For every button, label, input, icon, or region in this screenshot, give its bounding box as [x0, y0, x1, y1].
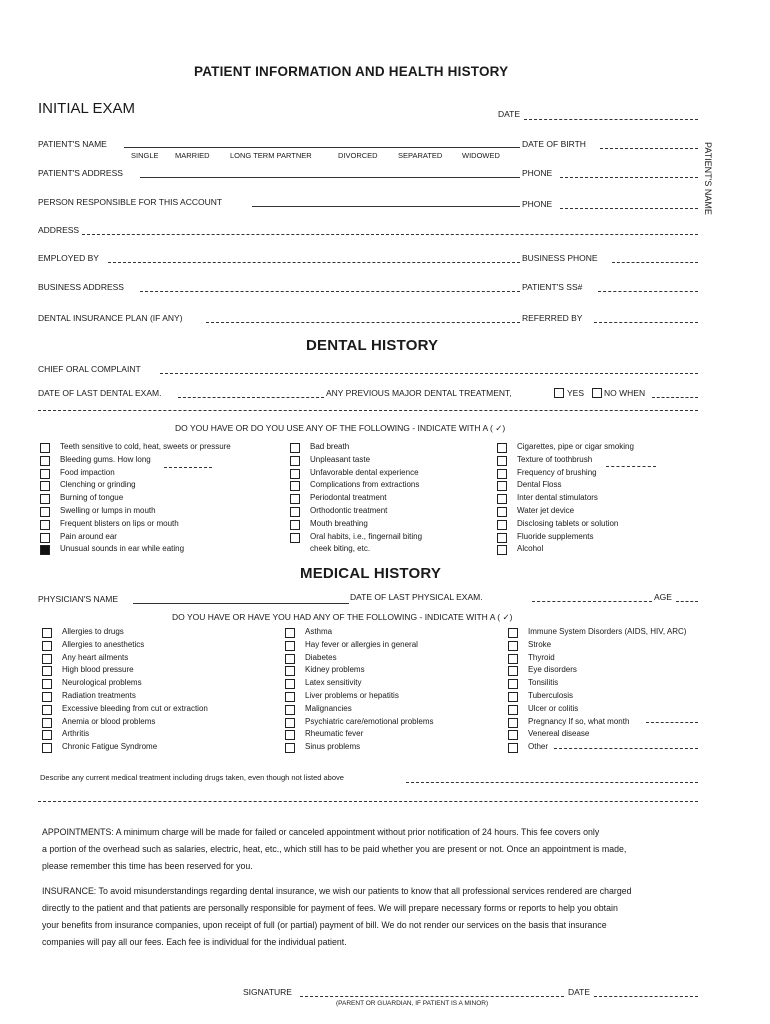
condition-label: Bleeding gums. How long: [60, 454, 151, 464]
major-treatment-no-checkbox[interactable]: [592, 388, 602, 398]
initial-exam-label: INITIAL EXAM: [38, 100, 135, 117]
condition-checkbox[interactable]: [40, 469, 50, 479]
condition-label: Eye disorders: [528, 665, 577, 675]
phone2-field[interactable]: [560, 208, 698, 209]
dob-label: DATE OF BIRTH: [522, 139, 586, 149]
person-responsible-field[interactable]: [252, 206, 520, 207]
condition-checkbox[interactable]: [285, 679, 295, 689]
status-single[interactable]: SINGLE: [131, 151, 159, 160]
condition-label: Neurological problems: [62, 678, 142, 688]
last-physical-field[interactable]: [532, 601, 652, 602]
condition-label: Any heart ailments: [62, 652, 129, 662]
condition-label: Teeth sensitive to cold, heat, sweets or pressure: [60, 442, 231, 451]
condition-checkbox[interactable]: [42, 679, 52, 689]
employed-by-field[interactable]: [108, 262, 520, 263]
no-when-label: NO WHEN: [604, 388, 646, 398]
chief-complaint-label: CHIEF ORAL COMPLAINT: [38, 364, 141, 374]
condition-checkbox[interactable]: [290, 533, 300, 543]
condition-checkbox[interactable]: [497, 545, 507, 555]
insurance-line: your benefits from insurance companies, upon receipt of full (or partial) payment of bill. We do not render our services on the basis that insurance: [42, 920, 607, 930]
condition-label: Liver problems or hepatitis: [305, 691, 399, 700]
no-when-field[interactable]: [652, 397, 698, 398]
insurance-line: directly to the patient and that patients are personally responsible for payment of fees. We will prepare necessary forms or reports to help you obtain: [42, 903, 618, 913]
condition-label: Immune System Disorders (AIDS, HIV, ARC): [528, 627, 687, 636]
patient-name-field[interactable]: [124, 147, 520, 148]
patient-ss-label: PATIENT'S SS#: [522, 282, 583, 292]
condition-label: Venereal disease: [528, 729, 590, 739]
condition-label: Thyroid: [528, 652, 555, 662]
condition-checkbox[interactable]: [497, 481, 507, 491]
dental-insurance-field[interactable]: [206, 322, 520, 323]
last-dental-exam-field[interactable]: [178, 397, 324, 398]
condition-label: Unusual sounds in ear while eating: [60, 544, 185, 554]
condition-checkbox[interactable]: [40, 481, 50, 491]
patient-ss-field[interactable]: [598, 291, 698, 292]
condition-checkbox[interactable]: [497, 533, 507, 543]
dental-question: DO YOU HAVE OR DO YOU USE ANY OF THE FOLLOWING - INDICATE WITH A ( ✓): [175, 423, 506, 433]
referred-by-field[interactable]: [594, 322, 698, 323]
condition-label: Unfavorable dental experience: [310, 467, 419, 477]
signature-field[interactable]: [300, 996, 564, 997]
condition-checkbox[interactable]: [285, 730, 295, 740]
condition-checkbox[interactable]: [497, 469, 507, 479]
status-married[interactable]: MARRIED: [175, 151, 210, 160]
condition-label: Water jet device: [517, 506, 575, 515]
condition-label: Complications from extractions: [310, 480, 420, 490]
condition-label: Diabetes: [305, 652, 337, 662]
condition-label: Allergies to drugs: [62, 627, 124, 636]
condition-label: Psychiatric care/emotional problems: [305, 716, 434, 726]
appointments-line: APPOINTMENTS: A minimum charge will be made for failed or canceled appointment without prior notification of 24 hours. This fee covers only: [42, 827, 600, 837]
condition-label: cheek biting, etc.: [310, 544, 371, 554]
condition-label: Pain around ear: [60, 531, 117, 541]
condition-checkbox[interactable]: [508, 666, 518, 676]
condition-checkbox[interactable]: [508, 730, 518, 740]
condition-checkbox[interactable]: [285, 666, 295, 676]
describe-treatment-field[interactable]: [406, 782, 698, 783]
condition-checkbox[interactable]: [508, 641, 518, 651]
condition-checkbox[interactable]: [497, 520, 507, 530]
condition-label: Fluoride supplements: [517, 531, 594, 541]
person-responsible-label: PERSON RESPONSIBLE FOR THIS ACCOUNT: [38, 197, 223, 207]
condition-checkbox[interactable]: [40, 520, 50, 530]
dental-history-heading: DENTAL HISTORY: [306, 337, 439, 354]
patient-name-label: PATIENT'S NAME: [38, 139, 107, 149]
condition-label: Latex sensitivity: [305, 678, 362, 688]
condition-checkbox[interactable]: [497, 456, 507, 466]
condition-checkbox[interactable]: [40, 507, 50, 517]
other-condition-field[interactable]: [554, 748, 698, 749]
condition-label: Other: [528, 742, 549, 752]
status-long-term-partner[interactable]: LONG TERM PARTNER: [230, 151, 312, 160]
last-dental-exam-label: DATE OF LAST DENTAL EXAM.: [38, 388, 162, 398]
condition-label: Disclosing tablets or solution: [517, 518, 619, 528]
condition-checkbox[interactable]: [285, 692, 295, 702]
signature-date-field[interactable]: [594, 996, 698, 997]
condition-label: Hay fever or allergies in general: [305, 639, 418, 649]
bleeding-gums-how-long-field[interactable]: [164, 467, 212, 468]
signature-note: (PARENT OR GUARDIAN, IF PATIENT IS A MINOR): [336, 1000, 489, 1007]
condition-label: Inter dental stimulators: [517, 493, 598, 503]
condition-checkbox[interactable]: [42, 628, 52, 638]
condition-checkbox[interactable]: [40, 545, 50, 555]
appointments-paragraph: [42, 824, 712, 875]
condition-checkbox[interactable]: [285, 641, 295, 651]
yes-label: YES: [567, 388, 585, 398]
status-widowed[interactable]: WIDOWED: [462, 151, 500, 160]
medical-question: DO YOU HAVE OR HAVE YOU HAD ANY OF THE FOLLOWING - INDICATE WITH A ( ✓): [172, 612, 513, 622]
condition-label: Cigarettes, pipe or cigar smoking: [517, 442, 634, 451]
age-field[interactable]: [676, 601, 698, 602]
condition-label: Frequency of brushing: [517, 467, 597, 477]
condition-label: Asthma: [305, 627, 333, 636]
condition-label: Bad breath: [310, 442, 350, 451]
condition-label: Tonsilitis: [528, 678, 559, 688]
patient-address-label: PATIENT'S ADDRESS: [38, 168, 123, 178]
condition-checkbox[interactable]: [508, 679, 518, 689]
condition-label: Alcohol: [517, 544, 544, 554]
describe-treatment-line-2[interactable]: [38, 801, 698, 802]
treatment-extra-line[interactable]: [38, 410, 698, 411]
business-address-label: BUSINESS ADDRESS: [38, 282, 124, 292]
pregnancy-month-field[interactable]: [646, 722, 698, 723]
condition-label: Excessive bleeding from cut or extraction: [62, 703, 208, 713]
insurance-line: companies will pay all our fees. Each fee is individual for the individual patient.: [42, 937, 347, 947]
condition-label: Dental Floss: [517, 480, 562, 490]
phone2-label: PHONE: [522, 199, 553, 209]
condition-checkbox[interactable]: [42, 730, 52, 740]
condition-checkbox[interactable]: [508, 628, 518, 638]
date-field[interactable]: [524, 119, 698, 120]
condition-checkbox[interactable]: [285, 718, 295, 728]
side-patient-name-label: PATIENT'S NAME: [703, 142, 713, 215]
condition-label: Kidney problems: [305, 665, 365, 675]
condition-label: Allergies to anesthetics: [62, 639, 145, 649]
condition-checkbox[interactable]: [40, 456, 50, 466]
condition-checkbox[interactable]: [42, 743, 52, 753]
phone-field[interactable]: [560, 177, 698, 178]
condition-label: Periodontal treatment: [310, 493, 387, 503]
business-phone-field[interactable]: [612, 262, 698, 263]
condition-label: Swelling or lumps in mouth: [60, 506, 156, 515]
business-phone-label: BUSINESS PHONE: [522, 253, 598, 263]
phone-label: PHONE: [522, 168, 553, 178]
condition-checkbox[interactable]: [508, 743, 518, 753]
status-separated[interactable]: SEPARATED: [398, 151, 443, 160]
appointments-line: a portion of the overhead such as salaries, electric, heat, etc., which still has to be paid whether you are present or not. Once an appointment is made,: [42, 844, 627, 854]
condition-checkbox[interactable]: [508, 718, 518, 728]
condition-label: Frequent blisters on lips or mouth: [60, 518, 179, 528]
condition-checkbox[interactable]: [285, 628, 295, 638]
condition-checkbox[interactable]: [42, 641, 52, 651]
major-treatment-yes-checkbox[interactable]: [554, 388, 564, 398]
condition-label: Texture of toothbrush: [517, 454, 593, 464]
condition-checkbox[interactable]: [497, 507, 507, 517]
condition-label: Mouth breathing: [310, 518, 368, 528]
condition-label: Anemia or blood problems: [62, 716, 156, 726]
condition-label: Sinus problems: [305, 742, 361, 752]
age-label: AGE: [654, 592, 672, 602]
dental-insurance-label: DENTAL INSURANCE PLAN (IF ANY): [38, 313, 183, 323]
condition-label: High blood pressure: [62, 665, 134, 675]
medical-history-heading: MEDICAL HISTORY: [300, 565, 442, 582]
condition-checkbox[interactable]: [290, 456, 300, 466]
address-label: ADDRESS: [38, 225, 80, 235]
condition-label: Radiation treatments: [62, 691, 136, 700]
condition-checkbox[interactable]: [290, 507, 300, 517]
condition-label: Oral habits, i.e., fingernail biting: [310, 531, 423, 541]
major-treatment-label: ANY PREVIOUS MAJOR DENTAL TREATMENT,: [326, 388, 512, 398]
condition-label: Rheumatic fever: [305, 729, 364, 739]
employed-by-label: EMPLOYED BY: [38, 253, 99, 263]
condition-label: Malignancies: [305, 703, 352, 713]
condition-label: Pregnancy If so, what month: [528, 716, 630, 726]
condition-checkbox[interactable]: [285, 654, 295, 664]
condition-checkbox[interactable]: [290, 494, 300, 504]
condition-checkbox[interactable]: [285, 743, 295, 753]
condition-label: Unpleasant taste: [310, 454, 371, 464]
condition-checkbox[interactable]: [508, 692, 518, 702]
condition-checkbox[interactable]: [508, 705, 518, 715]
condition-checkbox[interactable]: [497, 494, 507, 504]
condition-checkbox[interactable]: [40, 494, 50, 504]
describe-treatment-label: Describe any current medical treatment including drugs taken, even though not listed above: [40, 773, 344, 782]
condition-label: Tuberculosis: [528, 691, 574, 700]
patient-address-field[interactable]: [140, 177, 520, 178]
condition-checkbox[interactable]: [42, 705, 52, 715]
condition-checkbox[interactable]: [42, 692, 52, 702]
condition-checkbox[interactable]: [42, 666, 52, 676]
condition-label: Burning of tongue: [60, 493, 124, 503]
last-physical-label: DATE OF LAST PHYSICAL EXAM.: [350, 592, 483, 602]
status-divorced[interactable]: DIVORCED: [338, 151, 378, 160]
condition-checkbox[interactable]: [285, 705, 295, 715]
condition-label: Ulcer or colitis: [528, 703, 579, 713]
signature-date-label: DATE: [568, 987, 591, 997]
dob-field[interactable]: [600, 148, 698, 149]
date-label: DATE: [498, 109, 521, 119]
condition-checkbox[interactable]: [290, 520, 300, 530]
condition-checkbox[interactable]: [40, 443, 50, 453]
condition-label: Orthodontic treatment: [310, 506, 388, 515]
condition-checkbox[interactable]: [290, 469, 300, 479]
condition-label: Food impaction: [60, 467, 115, 477]
toothbrush-texture-field[interactable]: [606, 466, 656, 467]
condition-label: Chronic Fatigue Syndrome: [62, 742, 158, 752]
insurance-paragraph: [42, 883, 712, 951]
form-title: PATIENT INFORMATION AND HEALTH HISTORY: [194, 64, 509, 79]
chief-complaint-field[interactable]: [160, 373, 698, 374]
condition-checkbox[interactable]: [42, 654, 52, 664]
condition-checkbox[interactable]: [42, 718, 52, 728]
condition-checkbox[interactable]: [40, 533, 50, 543]
condition-label: Clenching or grinding: [60, 480, 136, 490]
signature-label: SIGNATURE: [243, 987, 292, 997]
referred-by-label: REFERRED BY: [522, 313, 583, 323]
physician-name-label: PHYSICIAN'S NAME: [38, 594, 119, 604]
condition-checkbox[interactable]: [508, 654, 518, 664]
appointments-line: please remember this time has been reserved for you.: [42, 861, 253, 871]
condition-label: Stroke: [528, 639, 552, 649]
condition-checkbox[interactable]: [290, 443, 300, 453]
business-address-field[interactable]: [140, 291, 520, 292]
address-field[interactable]: [82, 234, 698, 235]
condition-checkbox[interactable]: [497, 443, 507, 453]
condition-label: Arthritis: [62, 729, 90, 739]
insurance-line: INSURANCE: To avoid misunderstandings regarding dental insurance, we wish our patients to know that all professional services rendered are charged: [42, 886, 632, 896]
condition-checkbox[interactable]: [290, 481, 300, 491]
physician-name-field[interactable]: [133, 603, 349, 604]
